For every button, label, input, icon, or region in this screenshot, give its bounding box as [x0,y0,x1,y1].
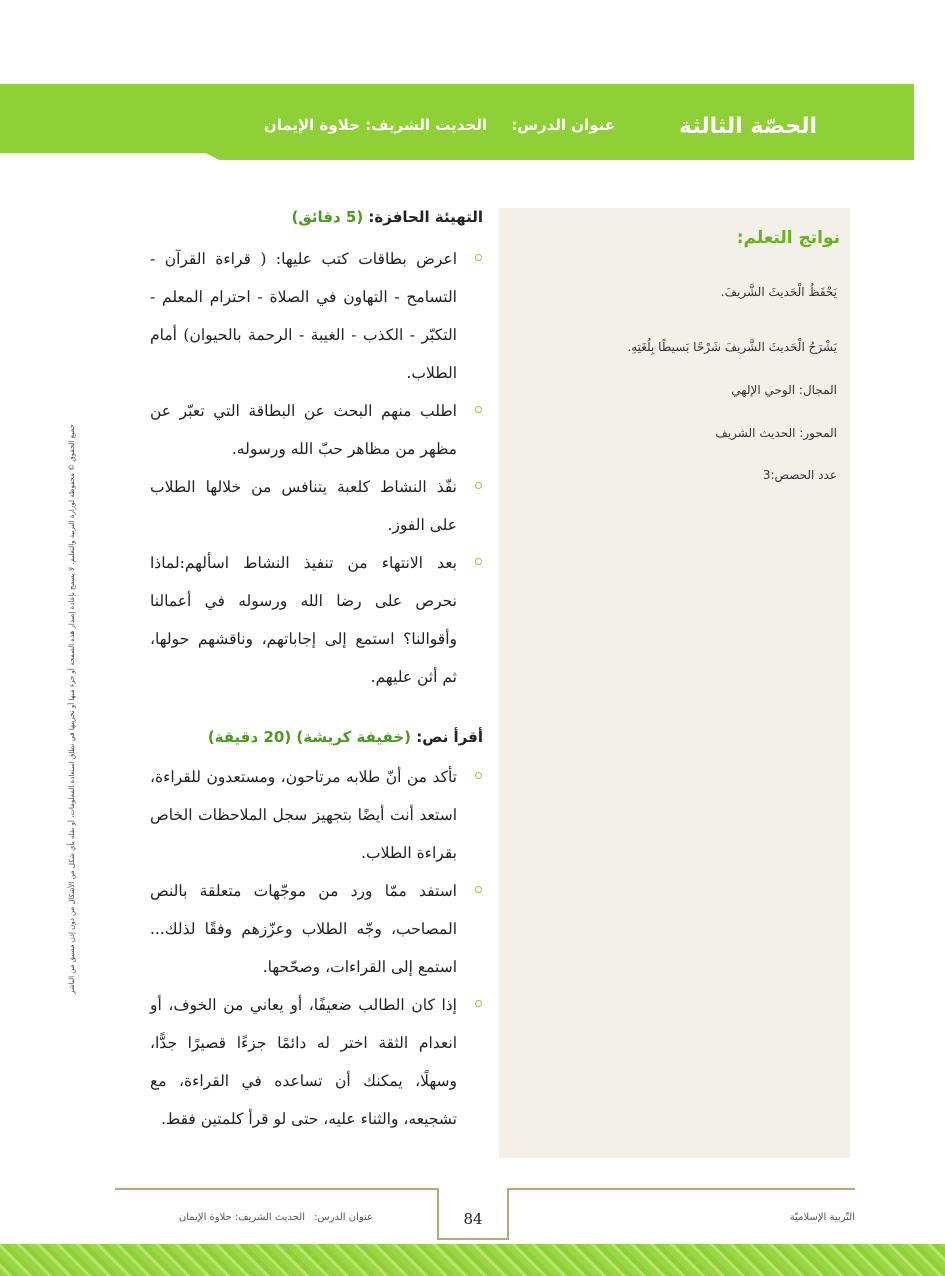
warmup-duration: (5 دقائق) [291,208,364,226]
axis-info: المحور: الحديث الشريف [715,426,837,440]
list-item: استفد ممّا ورد من موجّهات متعلقة بالنص المصاحب، وجّه الطلاب وعزّزهم وفقًا لذلك... استمع إلى القراءات، وصحّحها. [150,872,487,986]
warmup-steps-list [150,240,487,696]
list-item: اطلب منهم البحث عن البطاقة التي تعبّر عن مظهر من مظاهر حبّ الله ورسوله. [150,392,487,468]
list-item: إذا كان الطالب ضعيفًا، أو يعاني من الخوف، أو انعدام الثقة اختر له دائمًا جزءًا قصيرًا جدًّا، وسهلًا، يمكنك أن تساعده في القراءة، مع تشجيعه، والثناء عليه، حتى لو قرأ كلمتين فقط. [150,986,487,1138]
sessions-count: عدد الحصص:3 [762,468,837,482]
page-number: 84 [463,1210,483,1228]
reading-duration: (خفيفة كريشة) (20 دقيقة) [207,728,411,746]
learning-outcomes-heading: نواتج التعلم: [736,228,840,248]
section-heading-warmup [291,208,483,226]
footer-lesson-value: الحديث الشريف: حلاوة الإيمان [178,1212,305,1223]
list-item: بعد الانتهاء من تنفيذ النشاط اسألهم:لماذا نحرص على رضا الله ورسوله في أعمالنا وأقوالنا؟ استمع إلى إجاباتهم، وناقشهم حولها، ثم أثن عليهم. [150,544,487,696]
footer-pattern-strip [0,1244,945,1276]
bullet-icon [475,482,482,489]
bullet-icon [475,406,482,413]
reading-title: أقرأ نص: [416,728,483,746]
warmup-title: التهيئة الحافزة: [368,208,483,226]
bullet-icon [475,254,482,261]
bullet-icon [475,558,482,565]
footer-rule-right [507,1188,855,1190]
list-item: اعرض بطاقات كتب عليها: ( قراءة القرآن - التسامح - التهاون في الصلاة - احترام المعلم - التكبّر - الكذب - الغيبة - الرحمة بالحيوان) أمام الطلاب. [150,240,487,392]
outcome-2: يَشْرَحُ الْحَديثَ الشَّريفَ شَرْحًا بَسيطًا بِلُغَتِهِ. [627,340,837,354]
list-item: نفّذ النشاط كلعبة يتنافس من خلالها الطلاب على الفوز. [150,468,487,544]
footer-subject: التّربية الإسلاميّة [789,1212,855,1223]
bullet-icon [475,772,482,779]
reading-steps-list [150,758,487,1138]
copyright-note: جميع الحقوق © محفوظة لوزارة التربية والتعليم. لا يسمح بإعادة إصدار هذه الصفحة أو جزء منها أو تخزينها في نطاق استعادة المعلومات، أو نقله بأي شكل من الأشكال من دون إذن مسبق من الناشر [68,424,76,994]
bullet-icon [475,886,482,893]
domain-info: المجال: الوحي الإلهي [731,383,837,397]
lesson-number: الحصّة الثالثة [679,114,817,139]
bullet-icon [475,1000,482,1007]
footer-rule-left [115,1188,439,1190]
footer-lesson-label: عنوان الدرس: [314,1212,373,1223]
lesson-title-label: عنوان الدرس: [511,116,615,134]
outcome-1: يَحْفَظُ الْحَديثَ الشَّريفَ. [720,285,837,299]
list-item: تأكد من أنّ طلابه مرتاحون، ومستعدون للقراءة، استعد أنت أيضًا بتجهيز سجل الملاحظات الخاص بقراءة الطلاب. [150,758,487,872]
lesson-title-value: الحديث الشريف: حلاوة الإيمان [263,116,487,134]
section-heading-reading [208,728,483,746]
